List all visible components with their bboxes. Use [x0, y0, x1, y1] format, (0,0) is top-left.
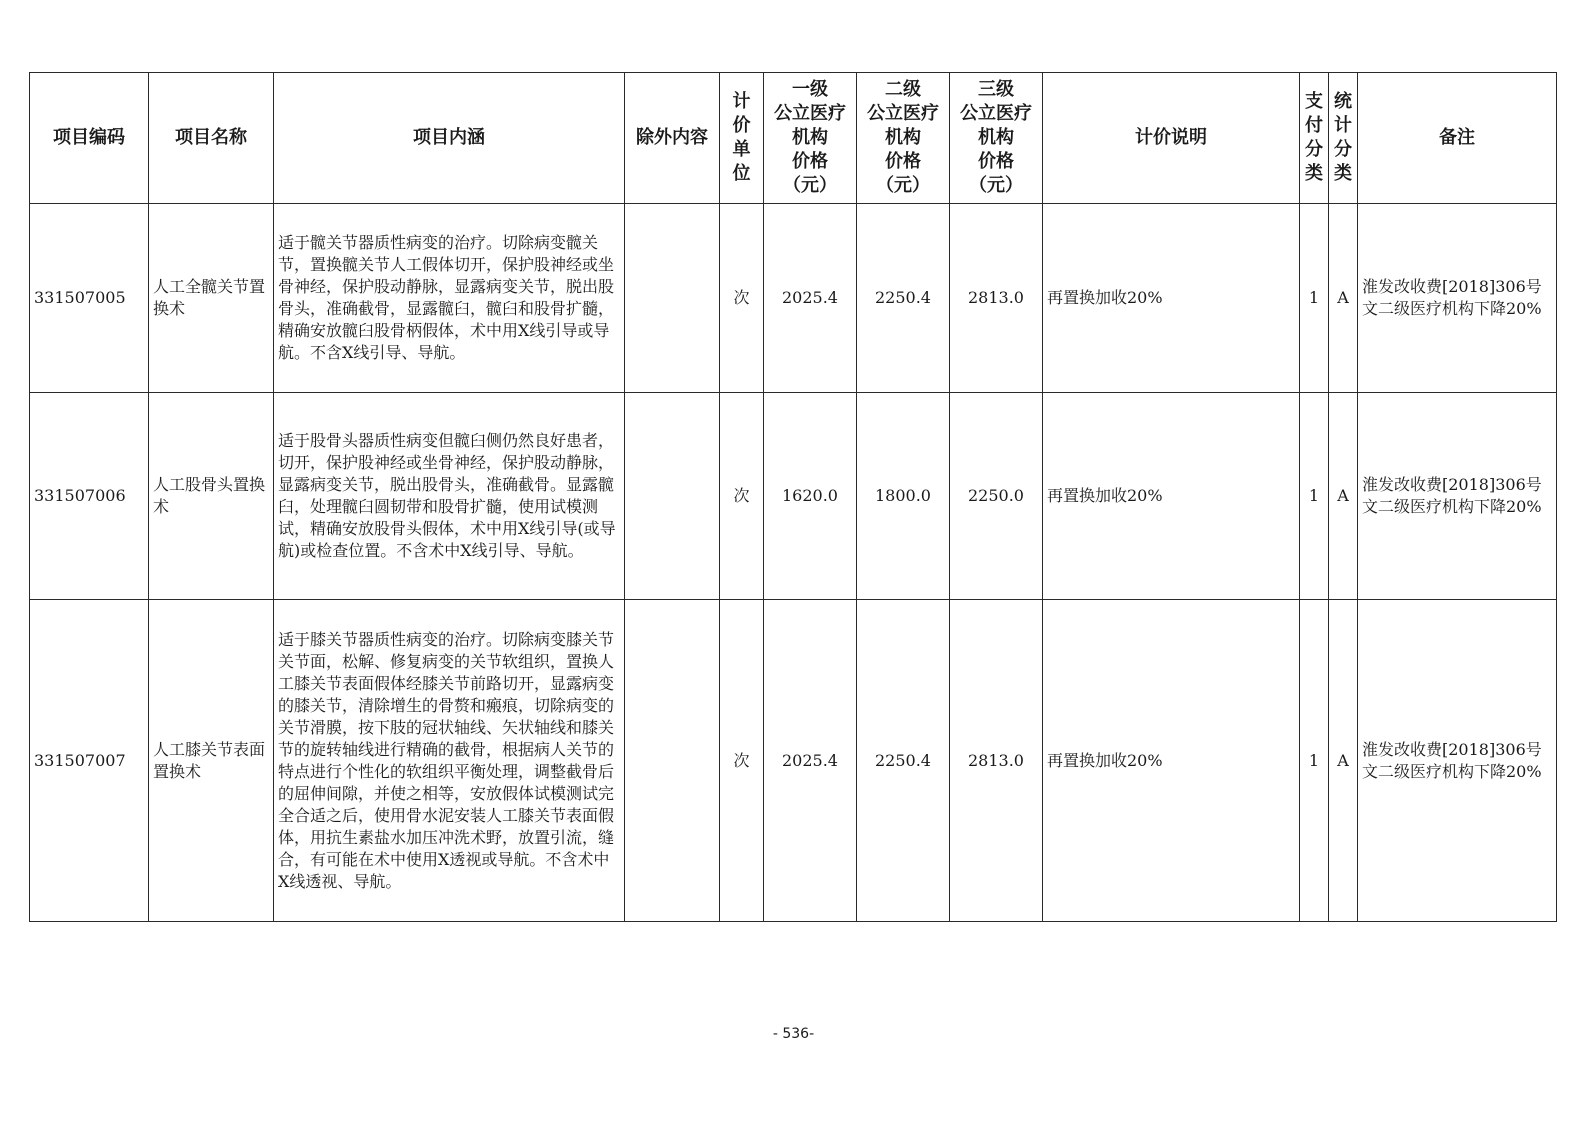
cell-exclusions: [625, 393, 720, 600]
cell-stat-class: A: [1329, 204, 1358, 393]
cell-unit: 次: [720, 393, 764, 600]
cell-price-level3: 2813.0: [950, 204, 1043, 393]
cell-code: 331507006: [30, 393, 149, 600]
cell-name: 人工股骨头置换术: [149, 393, 274, 600]
header-unit-char: 计: [732, 91, 751, 112]
header-price-level3-line: （元）: [969, 175, 1023, 196]
cell-price-level3: 2813.0: [950, 600, 1043, 922]
header-price-level3-line: 机构: [978, 127, 1014, 148]
header-remark: 备注: [1358, 73, 1557, 204]
cell-price-level1: 2025.4: [764, 204, 857, 393]
header-price-level1-line: 一级: [792, 79, 828, 100]
header-price-level3: [950, 73, 1043, 204]
header-price-level3-line: 三级: [978, 79, 1014, 100]
header-pricing-note: 计价说明: [1043, 73, 1300, 204]
header-name: 项目名称: [149, 73, 274, 204]
header-unit: [720, 73, 764, 204]
cell-price-level2: 2250.4: [857, 204, 950, 393]
cell-payment-class: 1: [1300, 393, 1329, 600]
header-payment-class-char: 分: [1305, 139, 1323, 160]
header-price-level1-line: 公立医疗: [774, 103, 846, 124]
header-unit-char: 价: [732, 115, 751, 136]
header-exclusions: 除外内容: [625, 73, 720, 204]
header-content: 项目内涵: [274, 73, 625, 204]
cell-payment-class: 1: [1300, 204, 1329, 393]
table-row: [30, 393, 1557, 600]
header-payment-class-char: 支: [1305, 91, 1323, 112]
header-price-level2-line: 价格: [885, 151, 921, 172]
header-unit-char: 位: [732, 163, 751, 184]
header-price-level2-line: （元）: [876, 175, 930, 196]
header-price-level2-line: 二级: [885, 79, 921, 100]
price-table-sheet: [29, 72, 1556, 922]
header-price-level2: [857, 73, 950, 204]
cell-remark: 淮发改收费[2018]306号文二级医疗机构下降20%: [1358, 393, 1557, 600]
header-payment-class: [1300, 73, 1329, 204]
cell-name: 人工膝关节表面置换术: [149, 600, 274, 922]
cell-unit: 次: [720, 204, 764, 393]
cell-price-level3: 2250.0: [950, 393, 1043, 600]
medical-service-price-table: [29, 72, 1557, 922]
header-payment-class-char: 付: [1305, 115, 1323, 136]
header-price-level1-line: 机构: [792, 127, 828, 148]
header-stat-class-char: 分: [1334, 139, 1352, 160]
cell-price-level1: 2025.4: [764, 600, 857, 922]
header-price-level3-line: 公立医疗: [960, 103, 1032, 124]
cell-payment-class: 1: [1300, 600, 1329, 922]
cell-price-level2: 2250.4: [857, 600, 950, 922]
table-row: [30, 204, 1557, 393]
cell-remark: 淮发改收费[2018]306号文二级医疗机构下降20%: [1358, 600, 1557, 922]
header-price-level1-line: 价格: [792, 151, 828, 172]
cell-unit: 次: [720, 600, 764, 922]
cell-content: 适于膝关节器质性病变的治疗。切除病变膝关节关节面，松解、修复病变的关节软组织，置换人工膝关节表面假体经膝关节前路切开，显露病变的膝关节，清除增生的骨赘和瘢痕，切除病变的关节滑膜，按下肢的冠状轴线、矢状轴线和膝关节的旋转轴线进行精确的截骨，根据病人关节的特点进行个性化的软组织平衡处理，调整截骨后的屈伸间隙，并使之相等，安放假体试模测试完全合适之后，使用骨水泥安装人工膝关节表面假体，用抗生素盐水加压冲洗术野，放置引流，缝合，有可能在术中使用X透视或导航。不含术中X线透视、导航。: [274, 600, 625, 922]
cell-stat-class: A: [1329, 393, 1358, 600]
header-unit-char: 单: [732, 139, 751, 160]
header-stat-class-char: 类: [1334, 163, 1352, 184]
cell-exclusions: [625, 600, 720, 922]
header-stat-class: [1329, 73, 1358, 204]
table-header-row: [30, 73, 1557, 204]
cell-code: 331507005: [30, 204, 149, 393]
cell-name: 人工全髋关节置换术: [149, 204, 274, 393]
header-price-level3-line: 价格: [978, 151, 1014, 172]
header-payment-class-char: 类: [1305, 163, 1323, 184]
header-price-level1-line: （元）: [783, 175, 837, 196]
table-row: [30, 600, 1557, 922]
cell-pricing-note: 再置换加收20%: [1043, 600, 1300, 922]
cell-price-level2: 1800.0: [857, 393, 950, 600]
cell-content: 适于髋关节器质性病变的治疗。切除病变髋关节，置换髋关节人工假体切开，保护股神经或坐骨神经，保护股动静脉，显露病变关节，脱出股骨头，准确截骨，显露髋臼，髋臼和股骨扩髓，精确安放髋臼股骨柄假体，术中用X线引导或导航。不含X线引导、导航。: [274, 204, 625, 393]
cell-stat-class: A: [1329, 600, 1358, 922]
page-number: - 536-: [772, 1026, 815, 1042]
header-price-level2-line: 公立医疗: [867, 103, 939, 124]
header-price-level1: [764, 73, 857, 204]
cell-remark: 淮发改收费[2018]306号文二级医疗机构下降20%: [1358, 204, 1557, 393]
header-price-level2-line: 机构: [885, 127, 921, 148]
header-code: 项目编码: [30, 73, 149, 204]
header-stat-class-char: 统: [1334, 91, 1352, 112]
cell-exclusions: [625, 204, 720, 393]
cell-pricing-note: 再置换加收20%: [1043, 393, 1300, 600]
cell-price-level1: 1620.0: [764, 393, 857, 600]
cell-content: 适于股骨头器质性病变但髋臼侧仍然良好患者，切开，保护股神经或坐骨神经，保护股动静脉，显露病变关节，脱出股骨头，准确截骨。显露髋臼，处理髋臼圆韧带和股骨扩髓，使用试模测试，精确安放股骨头假体，术中用X线引导(或导航)或检查位置。不含术中X线引导、导航。: [274, 393, 625, 600]
header-stat-class-char: 计: [1334, 115, 1352, 136]
cell-pricing-note: 再置换加收20%: [1043, 204, 1300, 393]
cell-code: 331507007: [30, 600, 149, 922]
